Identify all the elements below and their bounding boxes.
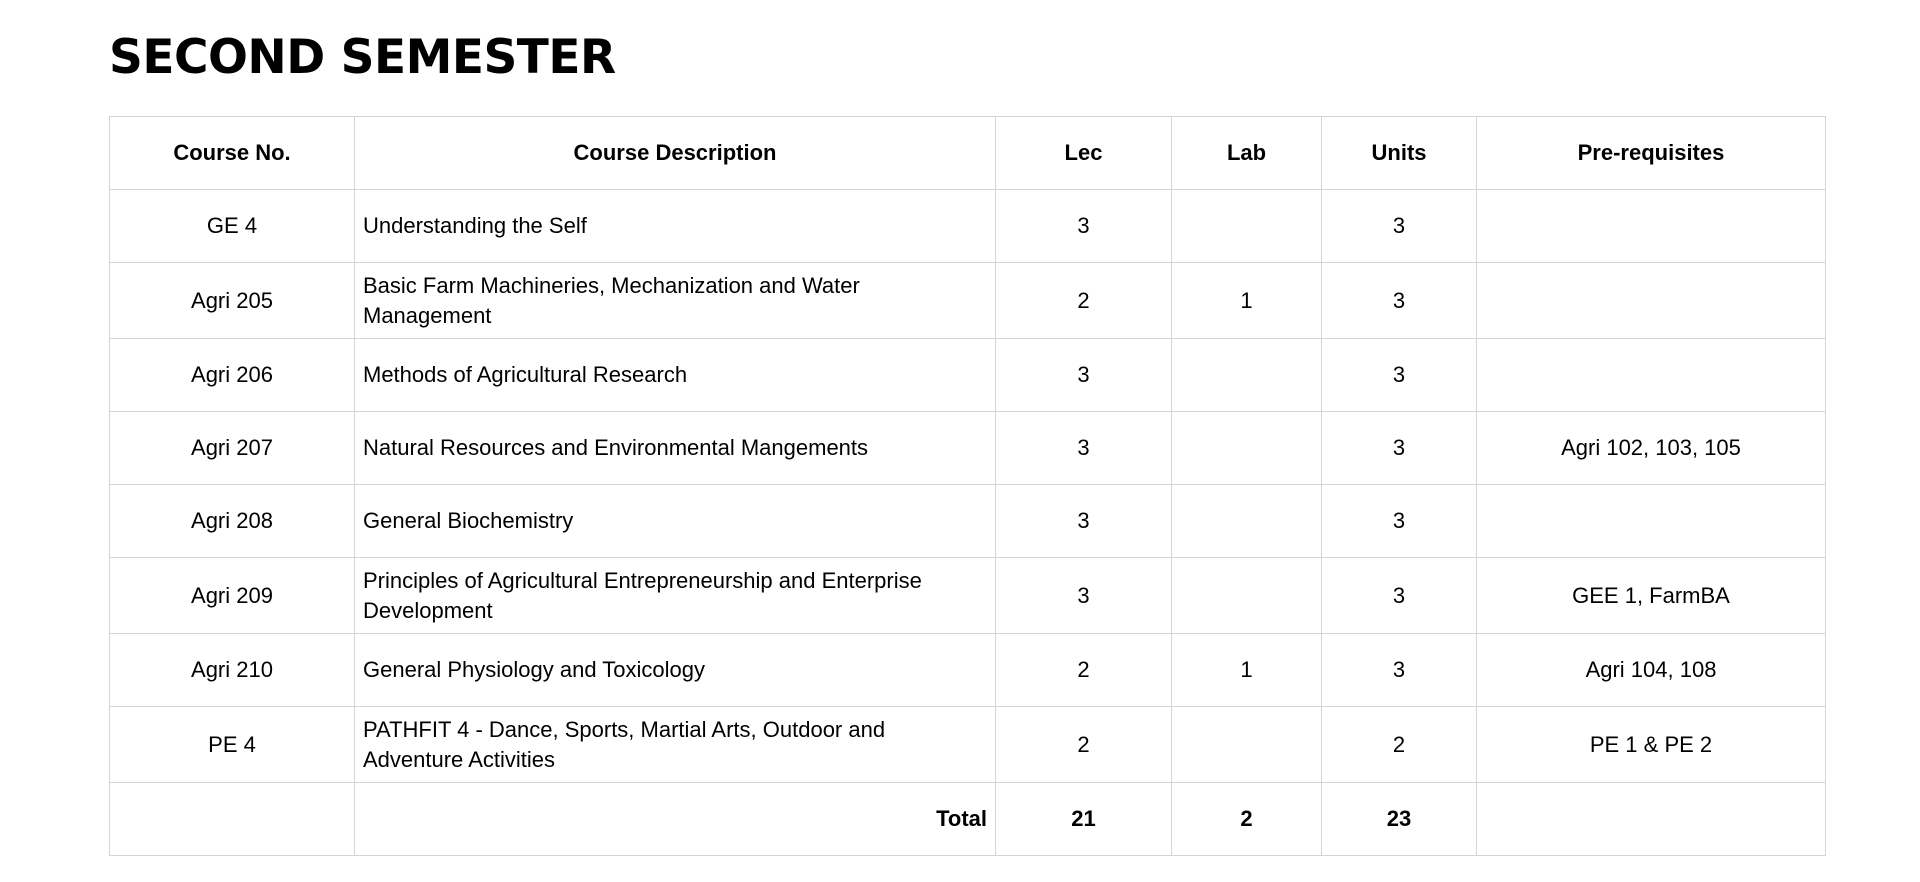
prerequisites-cell: Agri 102, 103, 105 [1477,412,1826,485]
prerequisites-cell: PE 1 & PE 2 [1477,707,1826,783]
lec-cell: 3 [996,485,1172,558]
lec-cell: 3 [996,190,1172,263]
header-lab: Lab [1172,117,1322,190]
lab-cell [1172,558,1322,634]
table-row [110,634,1826,707]
total-lab: 2 [1172,783,1322,856]
curriculum-table [109,116,1826,856]
course-no-cell: Agri 210 [110,634,355,707]
table-row [110,339,1826,412]
units-cell: 3 [1322,485,1477,558]
total-units: 23 [1322,783,1477,856]
course-description-cell: General Biochemistry [355,485,996,558]
table-header-row [110,117,1826,190]
table-row [110,412,1826,485]
prerequisites-cell [1477,190,1826,263]
lec-cell: 2 [996,707,1172,783]
units-cell: 3 [1322,263,1477,339]
course-no-cell: Agri 205 [110,263,355,339]
total-row [110,783,1826,856]
empty-cell [110,783,355,856]
total-label: Total [355,783,996,856]
lec-cell: 3 [996,558,1172,634]
header-prerequisites: Pre-requisites [1477,117,1826,190]
course-no-cell: Agri 207 [110,412,355,485]
table-row [110,485,1826,558]
course-description-cell: Principles of Agricultural Entrepreneurship and Enterprise Development [355,558,996,634]
course-no-cell: Agri 209 [110,558,355,634]
lab-cell [1172,485,1322,558]
course-no-cell: PE 4 [110,707,355,783]
total-lec: 21 [996,783,1172,856]
header-units: Units [1322,117,1477,190]
semester-title: SECOND SEMESTER [109,30,616,85]
prerequisites-cell [1477,485,1826,558]
lec-cell: 2 [996,263,1172,339]
lab-cell: 1 [1172,263,1322,339]
course-description-cell: Understanding the Self [355,190,996,263]
units-cell: 3 [1322,412,1477,485]
lec-cell: 3 [996,412,1172,485]
units-cell: 3 [1322,190,1477,263]
units-cell: 3 [1322,339,1477,412]
lec-cell: 3 [996,339,1172,412]
course-no-cell: GE 4 [110,190,355,263]
course-no-cell: Agri 208 [110,485,355,558]
lab-cell [1172,707,1322,783]
course-description-cell: Basic Farm Machineries, Mechanization and Water Management [355,263,996,339]
lab-cell [1172,190,1322,263]
header-course-description: Course Description [355,117,996,190]
header-course-no: Course No. [110,117,355,190]
prerequisites-cell: Agri 104, 108 [1477,634,1826,707]
empty-cell [1477,783,1826,856]
table-row [110,263,1826,339]
course-description-cell: Natural Resources and Environmental Mangements [355,412,996,485]
lab-cell: 1 [1172,634,1322,707]
prerequisites-cell: GEE 1, FarmBA [1477,558,1826,634]
table-row [110,558,1826,634]
prerequisites-cell [1477,339,1826,412]
prerequisites-cell [1477,263,1826,339]
header-lec: Lec [996,117,1172,190]
units-cell: 3 [1322,558,1477,634]
units-cell: 2 [1322,707,1477,783]
lab-cell [1172,339,1322,412]
lab-cell [1172,412,1322,485]
table-row [110,190,1826,263]
course-description-cell: PATHFIT 4 - Dance, Sports, Martial Arts, Outdoor and Adventure Activities [355,707,996,783]
lec-cell: 2 [996,634,1172,707]
course-description-cell: Methods of Agricultural Research [355,339,996,412]
course-no-cell: Agri 206 [110,339,355,412]
units-cell: 3 [1322,634,1477,707]
table-row [110,707,1826,783]
course-description-cell: General Physiology and Toxicology [355,634,996,707]
